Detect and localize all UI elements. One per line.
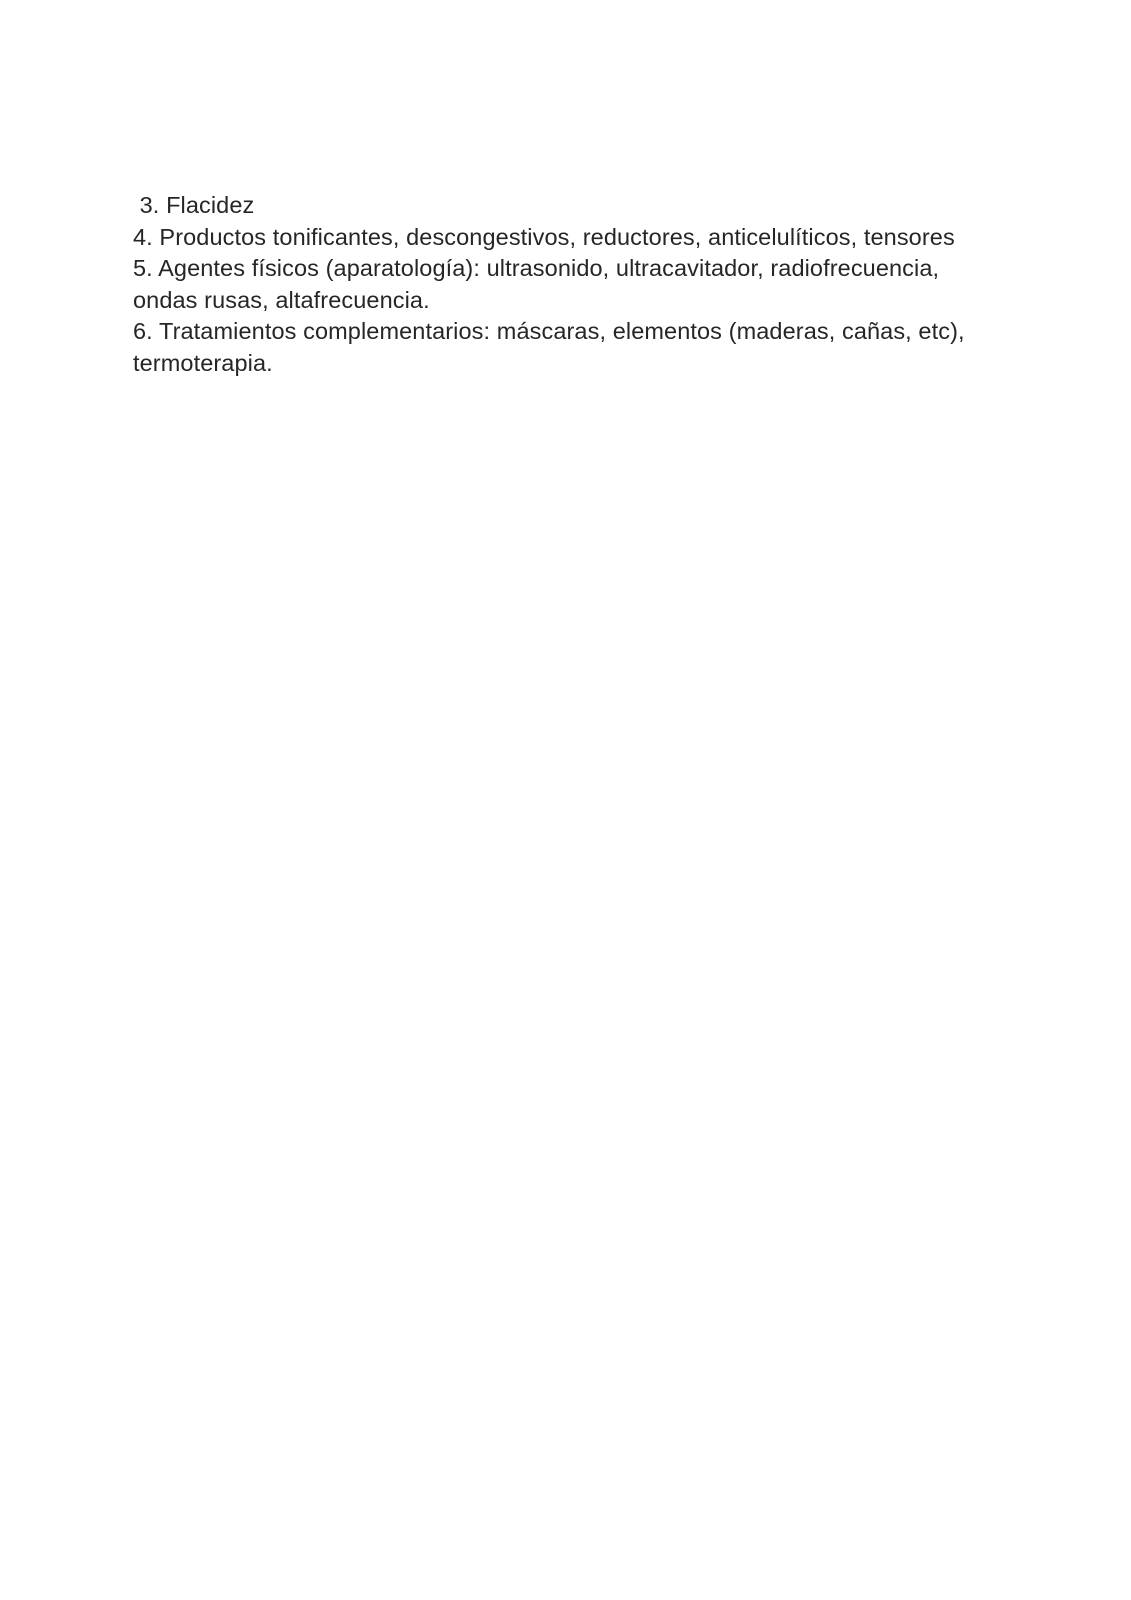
list-item-5: 5. Agentes físicos (aparatología): ultrasonido, ultracavitador, radiofrecuencia, ondas rusas, altafrecuencia. — [133, 255, 946, 313]
list-item-4: 4. Productos tonificantes, descongestivos, reductores, anticelulíticos, tensores — [133, 223, 955, 250]
list-item-6: 6. Tratamientos complementarios: máscaras, elementos (maderas, cañas, etc), termoterapia. — [133, 318, 972, 376]
list-item-3: 3. Flacidez — [133, 192, 255, 218]
text-block — [133, 190, 1005, 379]
